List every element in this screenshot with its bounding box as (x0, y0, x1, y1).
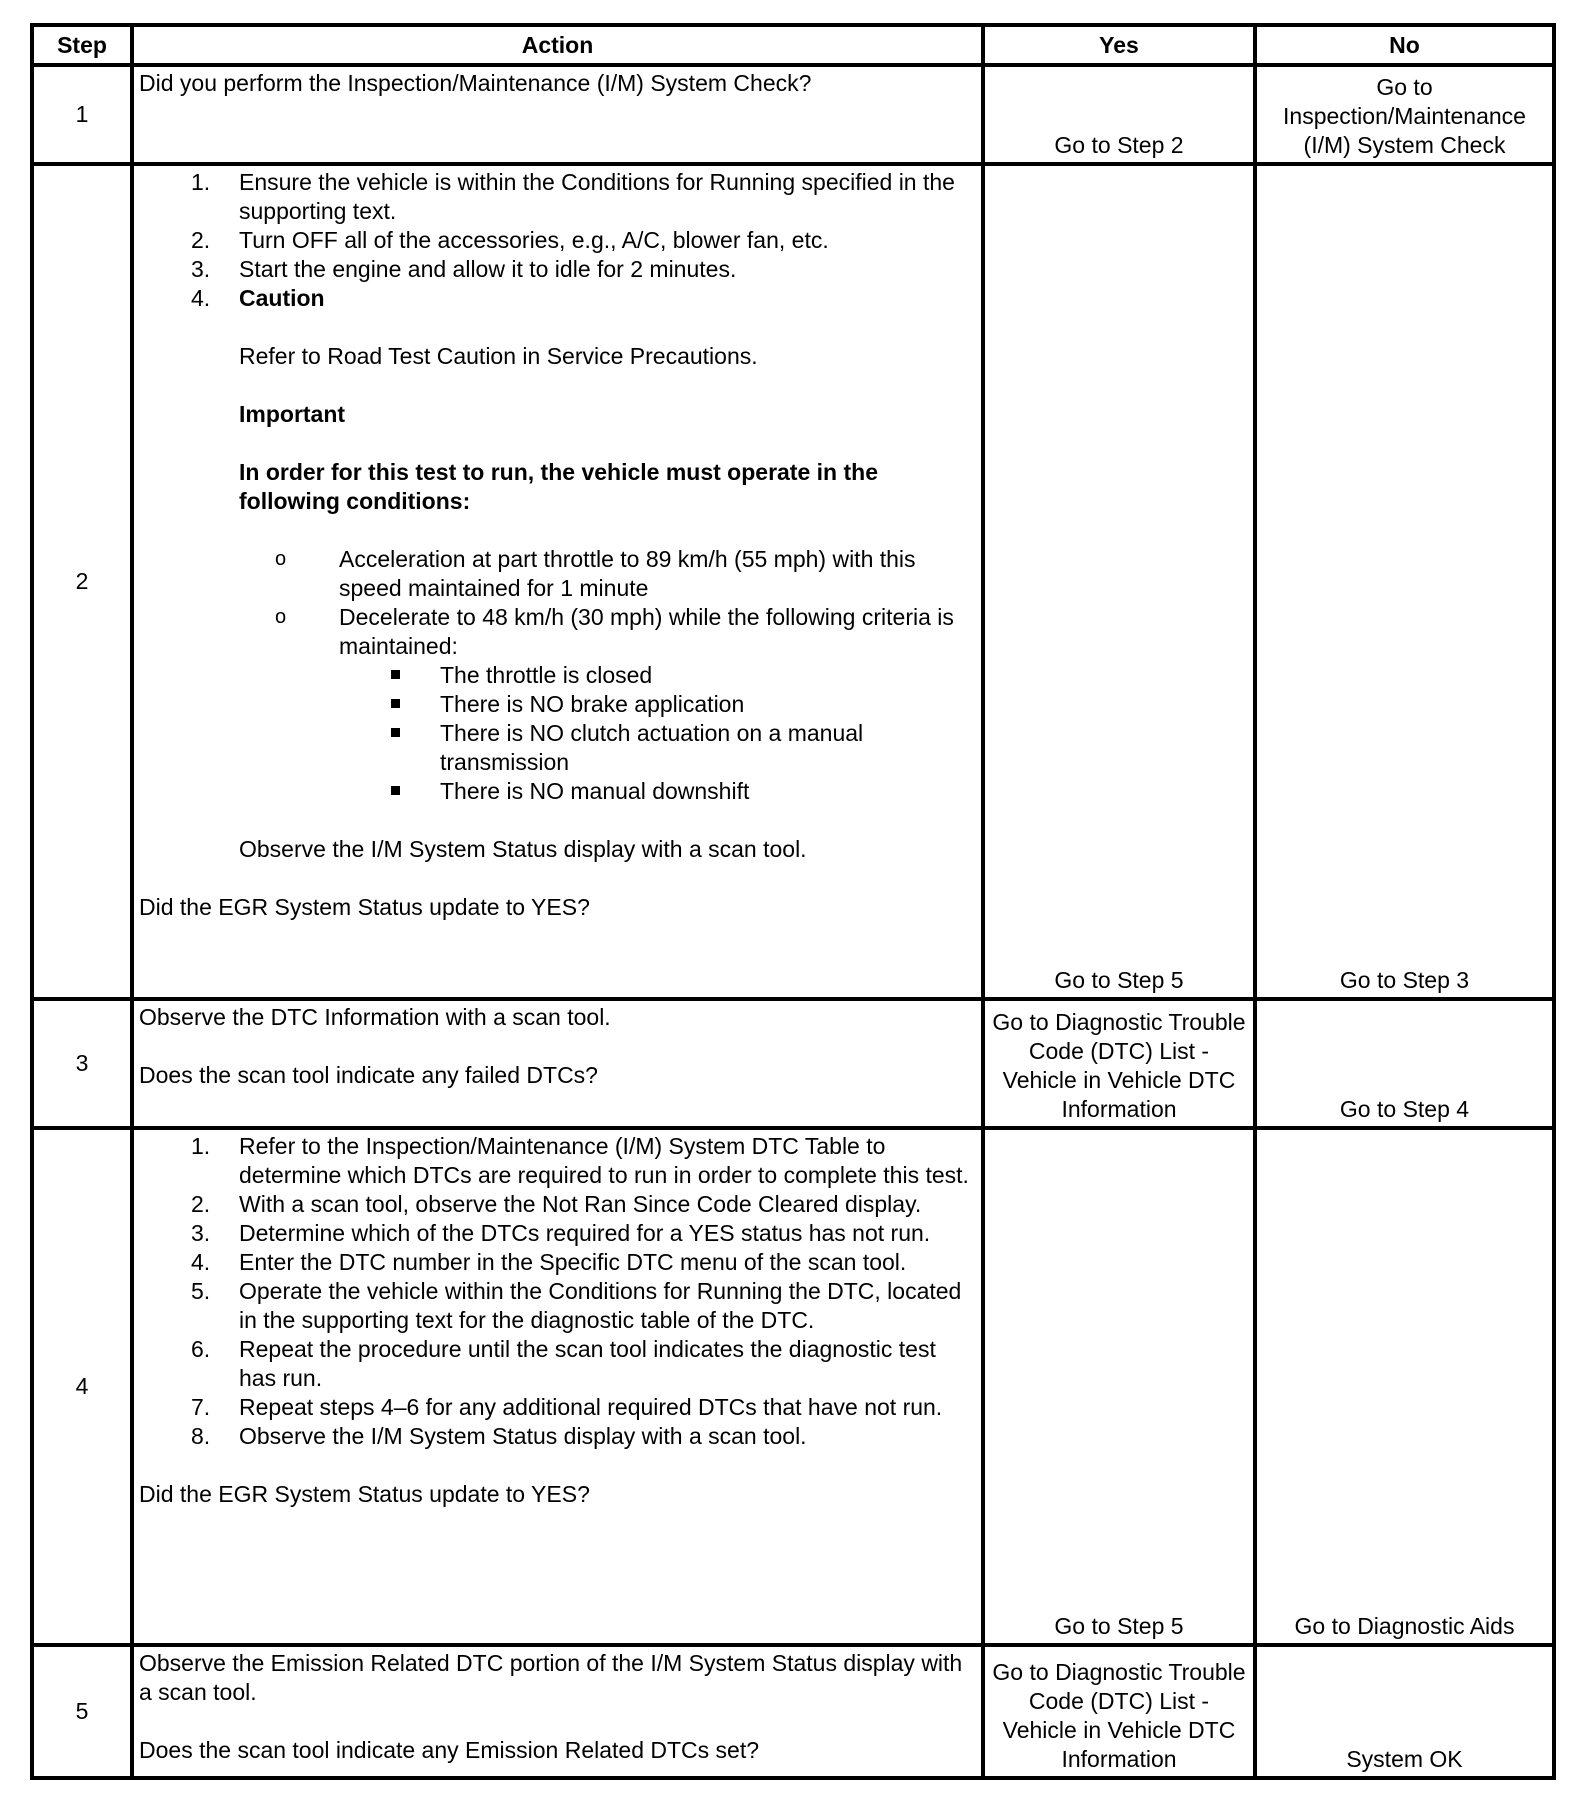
item-number: 5. (191, 1277, 211, 1304)
criteria-text: There is NO clutch actuation on a manual transmission (440, 719, 864, 775)
yes-result: Go to Step 2 (983, 65, 1255, 164)
list-item (339, 690, 976, 719)
procedure-list (139, 1132, 976, 1451)
square-bullet-icon (391, 699, 400, 708)
question-text: Did you perform the Inspection/Maintenance (I/M) System Check? (139, 70, 812, 96)
header-yes: Yes (983, 25, 1255, 65)
list-item (239, 545, 976, 603)
procedure-list (139, 168, 976, 313)
item-number: 8. (191, 1422, 211, 1449)
list-item (139, 1393, 976, 1422)
question-text: Did the EGR System Status update to YES? (139, 1480, 590, 1507)
diagnostic-table (30, 23, 1556, 1780)
yes-result: Go to Step 5 (983, 1128, 1255, 1646)
header-row (32, 25, 1554, 65)
square-bullet-icon (391, 728, 400, 737)
list-item (139, 1422, 976, 1451)
list-item (139, 1335, 976, 1393)
no-result: Go to Diagnostic Aids (1255, 1128, 1554, 1646)
yes-result: Go to Diagnostic Trouble Code (DTC) List - Vehicle in Vehicle DTC Information (983, 999, 1255, 1128)
action-cell (132, 1128, 983, 1646)
list-item (139, 1277, 976, 1335)
item-text: Enter the DTC number in the Specific DTC menu of the scan tool. (239, 1248, 907, 1275)
square-bullet-icon (391, 670, 400, 679)
item-text: Repeat the procedure until the scan tool indicates the diagnostic test has run. (239, 1335, 936, 1391)
item-number: 3. (191, 1219, 211, 1246)
yes-result: Go to Diagnostic Trouble Code (DTC) List - Vehicle in Vehicle DTC Information (983, 1645, 1255, 1778)
conditions-list (139, 545, 976, 806)
list-item (339, 661, 976, 690)
step-number: 5 (32, 1645, 132, 1778)
item-text: Turn OFF all of the accessories, e.g., A/C, blower fan, etc. (239, 226, 829, 253)
item-text: Observe the I/M System Status display with a scan tool. (239, 1422, 807, 1449)
action-cell (132, 65, 983, 164)
circle-bullet-icon: o (275, 547, 287, 570)
step-number: 2 (32, 164, 132, 999)
table-row (32, 1128, 1554, 1646)
step-number: 1 (32, 65, 132, 164)
condition-text: Acceleration at part throttle to 89 km/h (55 mph) with this speed maintained for 1 minute (339, 545, 916, 601)
list-item (139, 1190, 976, 1219)
action-cell (132, 1645, 983, 1778)
item-number: 4. (191, 284, 211, 311)
item-number: 2. (191, 226, 211, 253)
step-number: 3 (32, 999, 132, 1128)
item-text: Ensure the vehicle is within the Conditions for Running specified in the supporting text. (239, 168, 955, 224)
yes-result: Go to Step 5 (983, 164, 1255, 999)
item-number: 6. (191, 1335, 211, 1362)
criteria-list (239, 661, 976, 806)
list-item (139, 226, 976, 255)
important-text: In order for this test to run, the vehicle must operate in the following conditions: (239, 458, 878, 514)
observe-text: Observe the Emission Related DTC portion of the I/M System Status display with a scan tool. (139, 1650, 963, 1706)
item-text: With a scan tool, observe the Not Ran Since Code Cleared display. (239, 1190, 922, 1217)
header-action: Action (132, 25, 983, 65)
caution-text: Refer to Road Test Caution in Service Precautions. (239, 342, 758, 369)
list-item (139, 1248, 976, 1277)
no-result: Go to Inspection/Maintenance (I/M) System Check (1255, 65, 1554, 164)
list-item (139, 1219, 976, 1248)
no-result: Go to Step 3 (1255, 164, 1554, 999)
action-cell (132, 999, 983, 1128)
header-step: Step (32, 25, 132, 65)
item-number: 3. (191, 255, 211, 282)
list-item (139, 284, 976, 313)
question-text: Did the EGR System Status update to YES? (139, 893, 590, 920)
item-text: Operate the vehicle within the Conditions for Running the DTC, located in the supporting text for the diagnostic table of the DTC. (239, 1277, 962, 1333)
item-number: 1. (191, 1132, 211, 1159)
item-text: Start the engine and allow it to idle for 2 minutes. (239, 255, 737, 282)
important-label: Important (239, 400, 346, 427)
observe-text: Observe the I/M System Status display with a scan tool. (239, 835, 807, 862)
item-text: Refer to the Inspection/Maintenance (I/M) System DTC Table to determine which DTCs are required to run in order to complete this test. (239, 1132, 969, 1188)
list-item (339, 777, 976, 806)
item-number: 4. (191, 1248, 211, 1275)
list-item (339, 719, 976, 777)
action-cell (132, 164, 983, 999)
circle-bullet-icon: o (275, 605, 287, 628)
no-result: System OK (1255, 1645, 1554, 1778)
item-text: Determine which of the DTCs required for a YES status has not run. (239, 1219, 931, 1246)
list-item (139, 1132, 976, 1190)
observe-text: Observe the DTC Information with a scan tool. (139, 1003, 611, 1030)
criteria-text: There is NO brake application (440, 690, 745, 717)
criteria-text: The throttle is closed (440, 661, 653, 688)
header-no: No (1255, 25, 1554, 65)
item-number: 7. (191, 1393, 211, 1420)
criteria-text: There is NO manual downshift (440, 777, 750, 804)
list-item (139, 255, 976, 284)
item-number: 1. (191, 168, 211, 195)
list-item (239, 603, 976, 806)
table-row (32, 164, 1554, 999)
question-text: Does the scan tool indicate any failed DTCs? (139, 1061, 598, 1088)
condition-text: Decelerate to 48 km/h (30 mph) while the following criteria is maintained: (339, 603, 954, 659)
step-number: 4 (32, 1128, 132, 1646)
table-row (32, 1645, 1554, 1778)
question-text: Does the scan tool indicate any Emission Related DTCs set? (139, 1737, 760, 1764)
square-bullet-icon (391, 786, 400, 795)
table-row (32, 999, 1554, 1128)
item-text: Repeat steps 4–6 for any additional required DTCs that have not run. (239, 1393, 943, 1420)
caution-label: Caution (239, 284, 325, 311)
no-result: Go to Step 4 (1255, 999, 1554, 1128)
item-number: 2. (191, 1190, 211, 1217)
table-row (32, 65, 1554, 164)
list-item (139, 168, 976, 226)
